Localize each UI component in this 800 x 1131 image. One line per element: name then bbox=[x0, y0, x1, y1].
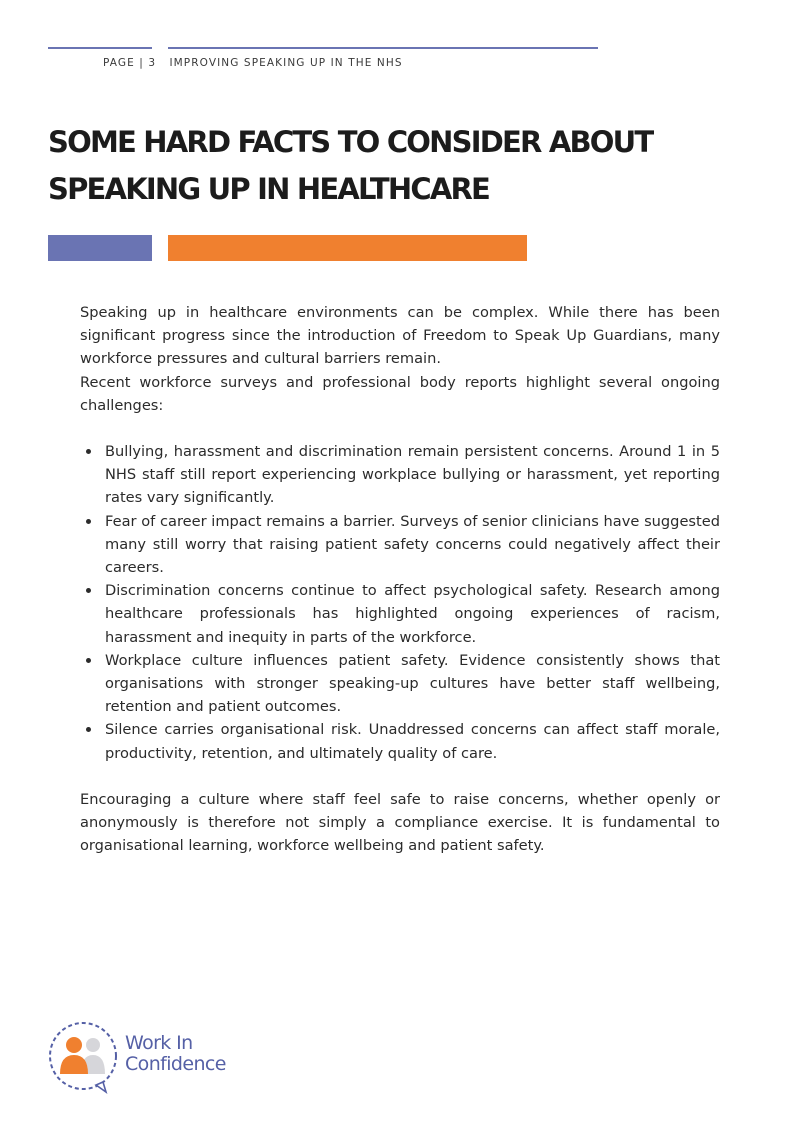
closing-paragraph: Encouraging a culture where staff feel safe to raise concerns, whether openly or anonymously is therefore not simply a compliance exercise. It is fundamental to organisational learning, workforce wellbeing and patient safety. bbox=[80, 790, 720, 855]
challenges-list bbox=[80, 440, 720, 765]
bullet-icon bbox=[86, 727, 91, 732]
intro-paragraph-2: Recent workforce surveys and professional body reports highlight several ongoing challenges: bbox=[80, 373, 720, 414]
page-title bbox=[48, 119, 728, 213]
document-title: IMPROVING SPEAKING UP IN THE NHS bbox=[169, 57, 403, 69]
bullet-icon bbox=[86, 449, 91, 454]
page-header bbox=[103, 57, 403, 69]
body-content bbox=[80, 301, 720, 857]
logo-wordmark bbox=[125, 1033, 226, 1075]
header-rule-left bbox=[48, 47, 152, 49]
list-item: Fear of career impact remains a barrier. Surveys of senior clinicians have suggested many still worry that raising patient safety concerns could negatively affect their careers. bbox=[105, 510, 720, 580]
list-item: Bullying, harassment and discrimination remain persistent concerns. Around 1 in 5 NHS staff still report experiencing workplace bullying or harassment, yet reporting rates vary significantly. bbox=[105, 440, 720, 510]
logo-line-1: Work In bbox=[125, 1032, 193, 1054]
page-number: PAGE | 3 bbox=[103, 57, 157, 69]
bullet-icon bbox=[86, 588, 91, 593]
list-item: Silence carries organisational risk. Unaddressed concerns can affect staff morale, productivity, retention, and ultimately quality of care. bbox=[105, 718, 720, 764]
list-item: Discrimination concerns continue to affect psychological safety. Research among healthcare professionals has highlighted ongoing experiences of racism, harassment and inequity in parts of the workforce. bbox=[105, 579, 720, 649]
page-title-line-2: SPEAKING UP IN HEALTHCARE bbox=[48, 172, 490, 206]
logo-line-2: Confidence bbox=[125, 1053, 226, 1075]
work-in-confidence-logo bbox=[48, 1022, 238, 1094]
accent-bar-orange bbox=[168, 235, 527, 261]
intro-paragraph: Speaking up in healthcare environments can be complex. While there has been significant progress since the introduction of Freedom to Speak Up Guardians, many workforce pressures and cultural barriers remain. bbox=[80, 304, 720, 368]
list-item: Workplace culture influences patient safety. Evidence consistently shows that organisations with stronger speaking-up cultures have better staff wellbeing, retention and patient outcomes. bbox=[105, 649, 720, 719]
accent-bar-blue bbox=[48, 235, 152, 261]
bullet-icon bbox=[86, 519, 91, 524]
page-title-line-1: SOME HARD FACTS TO CONSIDER ABOUT bbox=[48, 125, 653, 159]
header-rule-right bbox=[168, 47, 598, 49]
speech-bubble-people-icon bbox=[48, 1022, 122, 1094]
bullet-icon bbox=[86, 658, 91, 663]
